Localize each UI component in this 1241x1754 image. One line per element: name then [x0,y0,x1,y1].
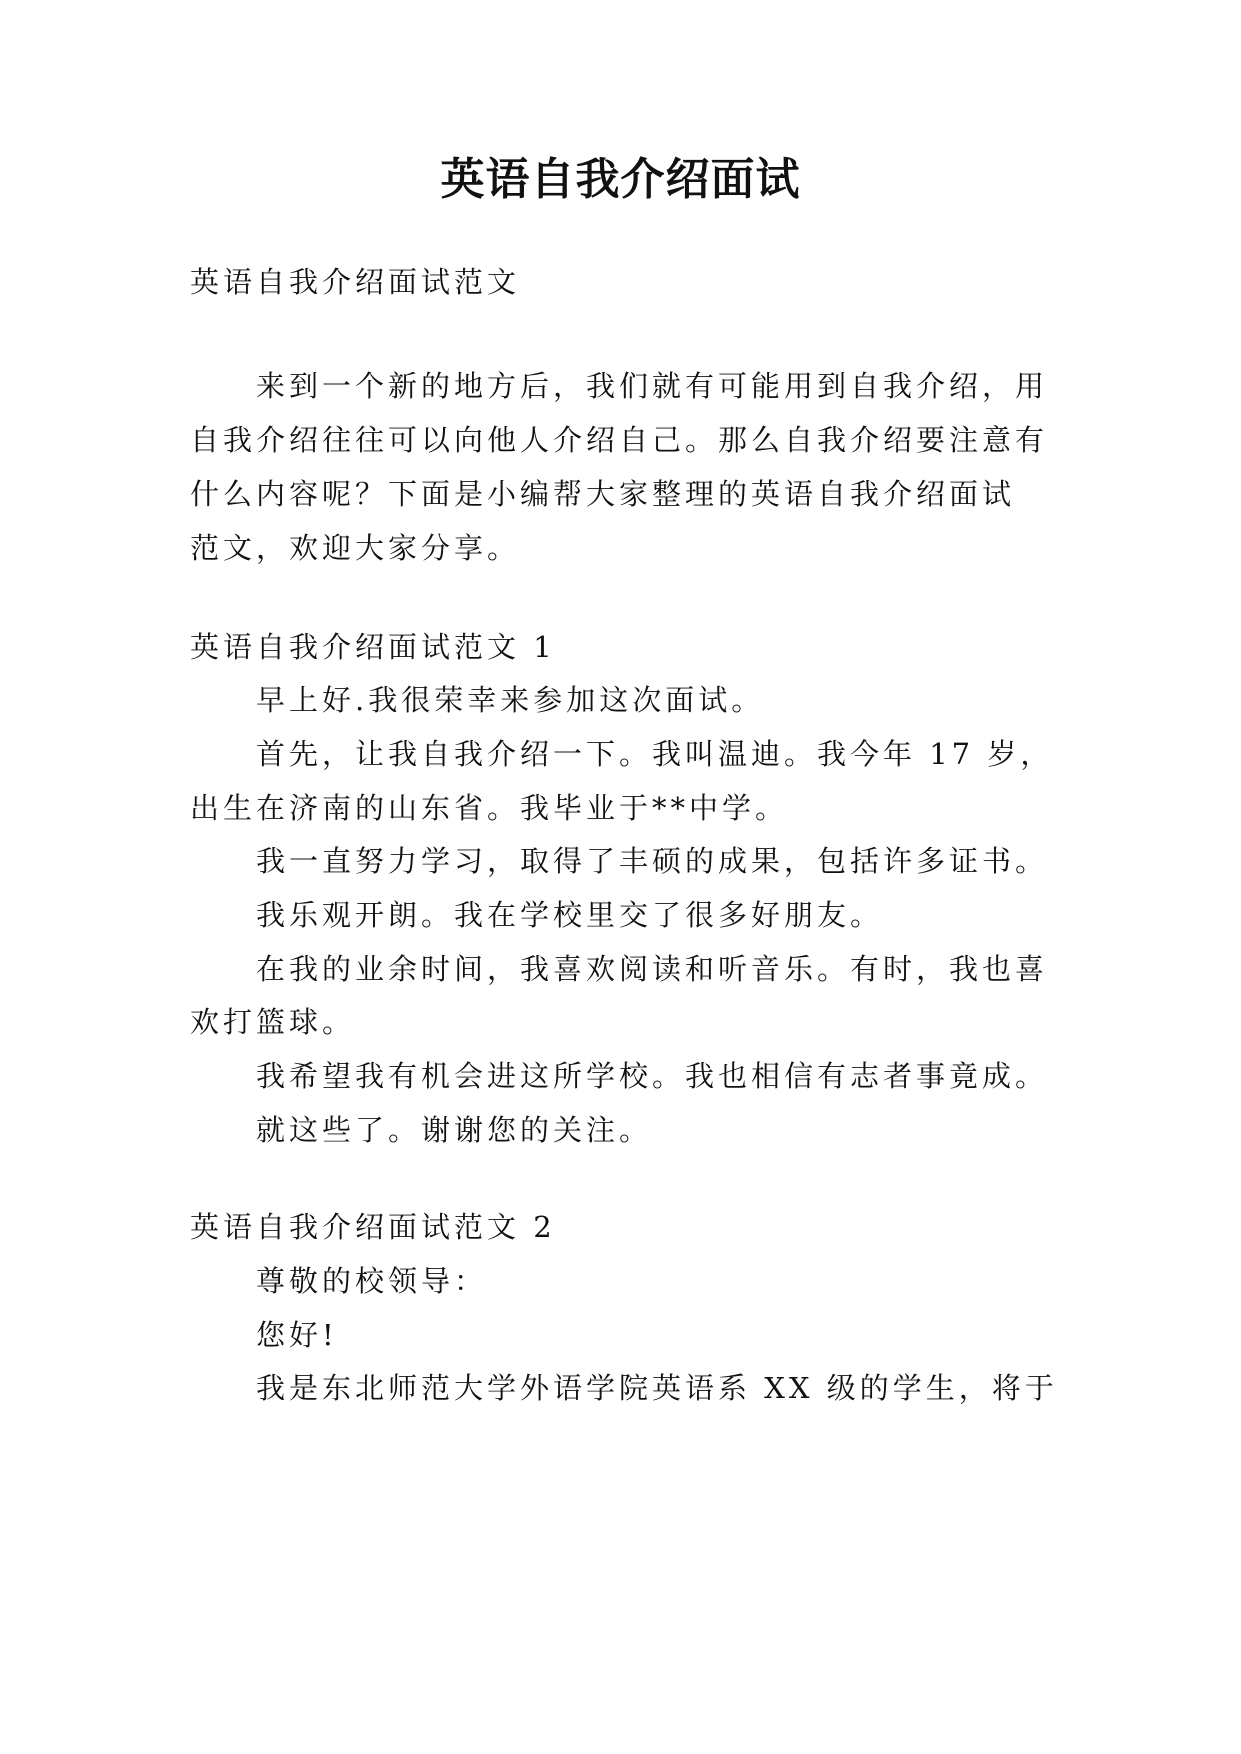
section1-line: 出生在济南的山东省。我毕业于**中学。 [190,791,789,825]
section2-line: 我是东北师范大学外语学院英语系 XX 级的学生，将于 [256,1371,1058,1405]
section1-line: 早上好.我很荣幸来参加这次面试。 [256,683,765,717]
section-heading-1: 英语自我介绍面试范文 1 [190,630,556,664]
document-subtitle: 英语自我介绍面试范文 [190,265,521,299]
section1-line: 在我的业余时间，我喜欢阅读和听音乐。有时，我也喜 [256,952,1049,986]
document-title: 英语自我介绍面试 [440,154,801,205]
section1-line: 就这些了。谢谢您的关注。 [256,1113,653,1147]
intro-line: 什么内容呢？下面是小编帮大家整理的英语自我介绍面试 [190,477,1016,511]
intro-line: 自我介绍往往可以向他人介绍自己。那么自我介绍要注意有 [190,423,1049,457]
section2-line: 您好! [256,1318,338,1352]
intro-line: 范文，欢迎大家分享。 [190,531,521,565]
section1-line: 欢打篮球。 [190,1005,356,1039]
section1-line: 我希望我有机会进这所学校。我也相信有志者事竟成。 [256,1059,1049,1093]
section2-line: 尊敬的校领导： [256,1264,488,1298]
section1-line: 我一直努力学习，取得了丰硕的成果，包括许多证书。 [256,844,1049,878]
intro-line: 来到一个新的地方后，我们就有可能用到自我介绍，用 [256,369,1049,403]
section1-line: 我乐观开朗。我在学校里交了很多好朋友。 [256,898,884,932]
section-heading-2: 英语自我介绍面试范文 2 [190,1210,556,1244]
section1-line: 首先，让我自我介绍一下。我叫温迪。我今年 17 岁， [256,737,1054,771]
